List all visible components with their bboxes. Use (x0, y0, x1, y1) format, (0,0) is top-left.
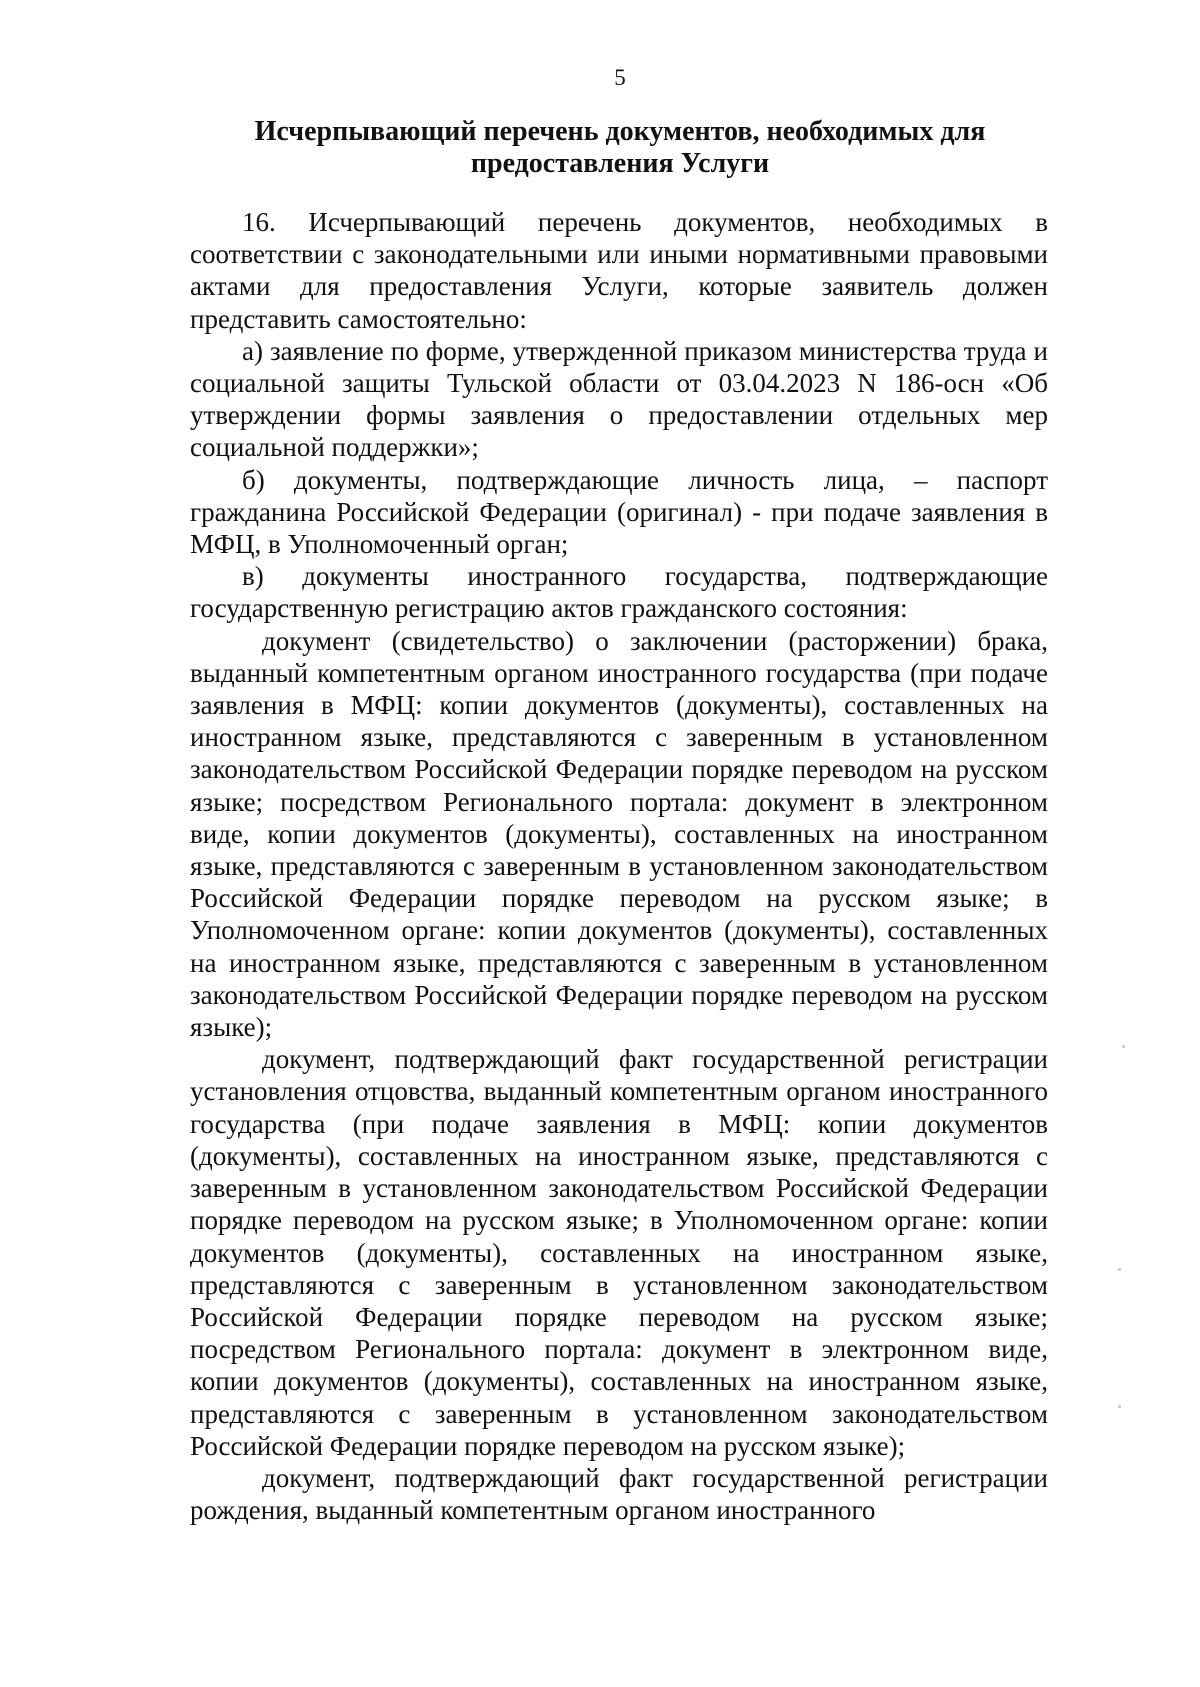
scan-speck (1122, 1045, 1125, 1048)
paragraph-paternity-document: документ, подтверждающий факт государственной регистрации установления отцовства, выданный компетентным органом иностранного государства (при подаче заявления в МФЦ: копии документов (документы), составленных на иностранном языке, представляются с заверенным в установленном законодательством Российской Федерации порядке переводом на русском языке; в Уполномоченном органе: копии документов (документы), составленных на иностранном языке, представляются с заверенным в установленном законодательством Российской Федерации порядке переводом на русском языке; посредством Регионального портала: документ в электронном виде, копии документов (документы), составленных на иностранном языке, представляются с заверенным в установленном законодательством Российской Федерации порядке переводом на русском языке); (190, 1044, 1048, 1461)
paragraph-item-b: б) документы, подтверждающие личность лица, – паспорт гражданина Российской Федерации (оригинал) - при подаче заявления в МФЦ, в Уполномоченный орган; (190, 464, 1048, 560)
heading-line-2: предоставления Услуги (470, 148, 770, 179)
document-body (190, 206, 1048, 1526)
heading-line-1: Исчерпывающий перечень документов, необходимых для (254, 116, 986, 147)
paragraph-item-a: а) заявление по форме, утвержденной приказом министерства труда и социальной защиты Тульской области от 03.04.2023 N 186-осн «Об утверждении формы заявления о предоставлении отдельных мер социальной поддержки»; (190, 335, 1048, 463)
scan-speck (1118, 1405, 1121, 1408)
scan-speck (1118, 1268, 1121, 1271)
section-heading (190, 116, 1050, 180)
paragraph-item-v: в) документы иностранного государства, подтверждающие государственную регистрацию актов гражданского состояния: (190, 561, 1048, 624)
page-number: 5 (614, 65, 626, 90)
paragraph-item-16: 16. Исчерпывающий перечень документов, необходимых в соответствии с законодательными или иными нормативными правовыми актами для предоставления Услуги, которые заявитель должен представить самостоятельно: (190, 207, 1048, 334)
paragraph-birth-document: документ, подтверждающий факт государственной регистрации рождения, выданный компетентным органом иностранного (190, 1462, 1048, 1526)
paragraph-marriage-certificate: документ (свидетельство) о заключении (расторжении) брака, выданный компетентным органом иностранного государства (при подаче заявления в МФЦ: копии документов (документы), составленных на иностранном языке, представляются с заверенным в установленном законодательством Российской Федерации порядке переводом на русском языке; посредством Регионального портала: документ в электронном виде, копии документов (документы), составленных на иностранном языке, представляются с заверенным в установленном законодательством Российской Федерации порядке переводом на русском языке; в Уполномоченном органе: копии документов (документы), составленных на иностранном языке, представляются с заверенным в установленном законодательством Российской Федерации порядке переводом на русском языке); (190, 625, 1048, 1043)
